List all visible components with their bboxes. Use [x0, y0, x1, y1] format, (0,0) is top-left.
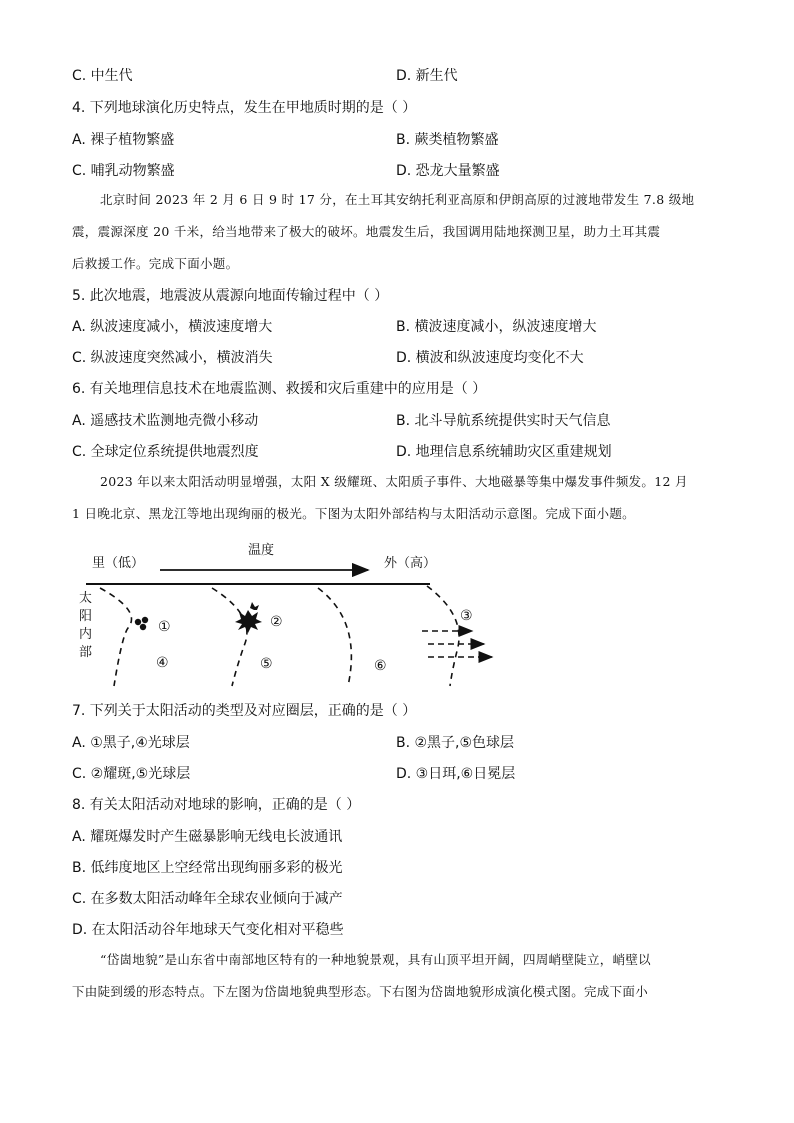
marker-4: ④: [156, 655, 169, 671]
earthquake-passage: [72, 184, 722, 280]
earthquake-passage-line-2: 震，震源深度 20 千米，给当地带来了极大的破坏。地震发生后，我国调用陆地探测卫星，助力土耳其震: [72, 224, 661, 239]
q6-options-row-ab: [72, 410, 722, 432]
q8-option-a: A. 耀斑爆发时产生磁暴影响无线电长波通讯: [72, 829, 343, 845]
photosphere-boundary: [100, 588, 132, 686]
sun-interior-char-2: 阳: [79, 609, 93, 624]
sunspot-dot: [135, 619, 141, 625]
q3-option-c: C. 中生代: [72, 68, 133, 84]
chromosphere-boundary: [212, 588, 247, 686]
marker-5: ⑤: [260, 656, 273, 672]
q6-option-a: A. 遥感技术监测地壳微小移动: [72, 413, 259, 429]
q5-option-b: B. 横波速度减小，纵波速度增大: [396, 319, 597, 335]
outer-boundary: [427, 586, 459, 686]
q4-stem: 4. 下列地球演化历史特点，发生在甲地质时期的是（ ）: [72, 100, 417, 116]
marker-3: ③: [460, 608, 473, 624]
q6-option-d: D. 地理信息系统辅助灾区重建规划: [396, 444, 612, 460]
sun-interior-char-1: 太: [79, 591, 93, 606]
q5-options-row-ab: [72, 316, 722, 338]
marker-1: ①: [158, 619, 171, 635]
marker-6: ⑥: [374, 658, 387, 674]
solar-activity-passage: [72, 466, 722, 530]
q8-option-d: D. 在太阳活动谷年地球天气变化相对平稳些: [72, 922, 344, 938]
q6-stem: 6. 有关地理信息技术在地震监测、救援和灾后重建中的应用是（ ）: [72, 381, 487, 397]
q5-option-a: A. 纵波速度减小，横波速度增大: [72, 319, 273, 335]
q7-option-b: B. ②黑子,⑤色球层: [396, 735, 515, 751]
inner-low-label: 里（低）: [92, 556, 145, 571]
q3-options-row-cd: [72, 65, 722, 87]
q8-option-c: C. 在多数太阳活动峰年全球农业倾向于减产: [72, 891, 343, 907]
q5-options-row-cd: [72, 347, 722, 369]
q3-option-d: D. 新生代: [396, 68, 458, 84]
q4-options-row-cd: [72, 160, 722, 182]
temperature-label: 温度: [248, 543, 275, 558]
sunspot-dot: [142, 617, 148, 623]
q4-option-c: C. 哺乳动物繁盛: [72, 163, 175, 179]
q7-option-d: D. ③日珥,⑥日冕层: [396, 766, 516, 782]
sun-structure-svg: [72, 536, 522, 696]
q4-option-a: A. 裸子植物繁盛: [72, 132, 175, 148]
q6-options-row-cd: [72, 441, 722, 463]
q7-options-row-ab: [72, 732, 722, 754]
earthquake-passage-line-1: 北京时间 2023 年 2 月 6 日 9 时 17 分，在土耳其安纳托利亚高原和伊朗高原的过渡地带发生 7.8 级地: [100, 192, 695, 207]
q7-option-c: C. ②耀斑,⑤光球层: [72, 766, 191, 782]
q8-option-b: B. 低纬度地区上空经常出现绚丽多彩的极光: [72, 860, 343, 876]
outer-high-label: 外（高）: [384, 556, 437, 571]
q5-option-d: D. 横波和纵波速度均变化不大: [396, 350, 584, 366]
q5-option-c: C. 纵波速度突然减小，横波消失: [72, 350, 273, 366]
q6-option-c: C. 全球定位系统提供地震烈度: [72, 444, 259, 460]
marker-2: ②: [270, 614, 283, 630]
q8-stem: 8. 有关太阳活动对地球的影响，正确的是（ ）: [72, 797, 361, 813]
q7-options-row-cd: [72, 763, 722, 785]
solar-activity-passage-line-2: 1 日晚北京、黑龙江等地出现绚丽的极光。下图为太阳外部结构与太阳活动示意图。完成下面小题。: [72, 506, 635, 521]
q4-option-b: B. 蕨类植物繁盛: [396, 132, 499, 148]
q7-stem: 7. 下列关于太阳活动的类型及对应圈层，正确的是（ ）: [72, 703, 417, 719]
corona-boundary: [318, 588, 351, 686]
daigu-passage-line-1: “岱崮地貌”是山东省中南部地区特有的一种地貌景观，具有山顶平坦开阔，四周峭壁陡立，峭壁以: [100, 952, 651, 967]
sun-interior-char-3: 内: [79, 627, 93, 642]
daigu-passage-line-2: 下由陡到缓的形态特点。下左图为岱崮地貌典型形态。下右图为岱崮地貌形成演化模式图。完成下面小: [72, 984, 649, 999]
earthquake-passage-line-3: 后救援工作。完成下面小题。: [72, 256, 239, 271]
sun-interior-char-4: 部: [79, 645, 93, 660]
q4-option-d: D. 恐龙大量繁盛: [396, 163, 500, 179]
flare-splotch: [235, 602, 262, 633]
q6-option-b: B. 北斗导航系统提供实时天气信息: [396, 413, 611, 429]
q7-option-a: A. ①黑子,④光球层: [72, 735, 190, 751]
sunspot-dot: [140, 624, 146, 630]
q5-stem: 5. 此次地震，地震波从震源向地面传输过程中（ ）: [72, 288, 389, 304]
q4-options-row-ab: [72, 129, 722, 151]
sun-structure-diagram: [72, 536, 522, 696]
solar-activity-passage-line-1: 2023 年以来太阳活动明显增强，太阳 X 级耀斑、太阳质子事件、大地磁暴等集中爆发事件频发。12 月: [100, 474, 688, 489]
daigu-landform-passage: [72, 944, 722, 1008]
